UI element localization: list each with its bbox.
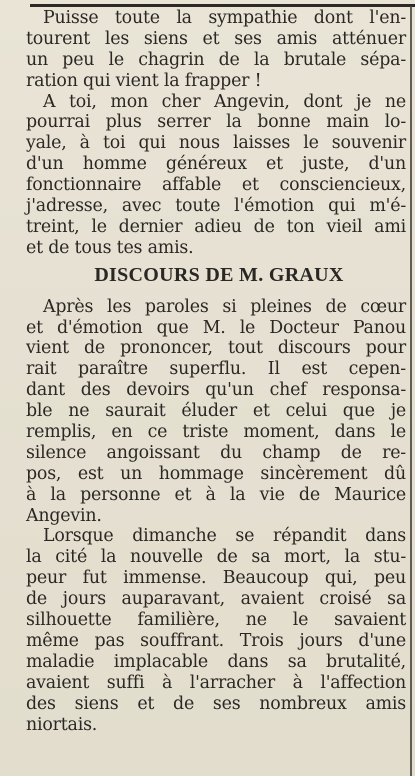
- text-line: ration qui vient la frapper !: [26, 70, 262, 91]
- text-line: avaient suffi à l'arracher à l'affection: [26, 672, 406, 693]
- text-line: dant des devoirs qu'un chef responsa-: [26, 380, 406, 401]
- text-line: maladie implacable dans sa brutalité,: [26, 651, 406, 672]
- text-line: même pas souffrant. Trois jours d'une: [26, 630, 406, 651]
- text-line: un peu le chagrin de la brutale sépa-: [26, 49, 406, 70]
- paragraph-condolences: [26, 8, 406, 92]
- text-line: des siens et de ses nombreux amis: [26, 693, 406, 714]
- text-line: niortais.: [26, 714, 98, 735]
- text-line: et d'émotion que M. le Docteur Panou: [26, 317, 406, 338]
- paragraph-news-of-death: [26, 526, 406, 735]
- text-line: silhouette familière, ne le savaient: [26, 610, 406, 631]
- text-line: tourent les siens et ses amis atténuer: [26, 28, 406, 49]
- text-line: à la personne et à la vie de Maurice: [26, 484, 406, 505]
- text-line: d'un homme généreux et juste, d'un: [26, 154, 406, 175]
- text-line: Lorsque dimanche se répandit dans: [43, 526, 406, 547]
- article-column: [26, 8, 406, 735]
- text-line: peur fut immense. Beaucoup qui, peu: [26, 568, 406, 589]
- top-rule: [30, 4, 415, 7]
- section-heading: DISCOURS DE M. GRAUX: [94, 263, 344, 286]
- paragraph-farewell: [26, 92, 406, 259]
- text-line: Après les paroles si pleines de cœur: [43, 296, 406, 317]
- text-line: la cité la nouvelle de sa mort, la stu-: [26, 547, 406, 568]
- text-line: fonctionnaire affable et consciencieux,: [26, 175, 406, 196]
- text-line: pos, est un hommage sincèrement dû: [26, 463, 406, 484]
- text-line: pourrai plus serrer la bonne main lo-: [26, 112, 406, 133]
- column-edge: [410, 6, 412, 776]
- text-line: rait paraître superflu. Il est cepen-: [26, 359, 406, 380]
- text-line: Puisse toute la sympathie dont l'en-: [43, 8, 406, 28]
- text-line: silence angoissant du champ de re-: [26, 442, 406, 463]
- paragraph-speech-intro: [26, 297, 406, 527]
- text-line: vient de prononcer, tout discours pour: [26, 338, 406, 359]
- text-line: A toi, mon cher Angevin, dont je ne: [43, 91, 406, 112]
- text-line: treint, le dernier adieu de ton vieil ami: [26, 216, 406, 237]
- text-line: de jours auparavant, avaient croisé sa: [26, 589, 406, 610]
- text-line: j'adresse, avec toute l'émotion qui m'é-: [26, 196, 406, 217]
- text-line: ble ne saurait éluder et celui que je: [26, 401, 406, 422]
- text-line: Angevin.: [26, 505, 102, 526]
- text-line: remplis, en ce triste moment, dans le: [26, 422, 406, 443]
- text-line: yale, à toi qui nous laisses le souvenir: [26, 133, 406, 154]
- text-line: et de tous tes amis.: [26, 237, 194, 258]
